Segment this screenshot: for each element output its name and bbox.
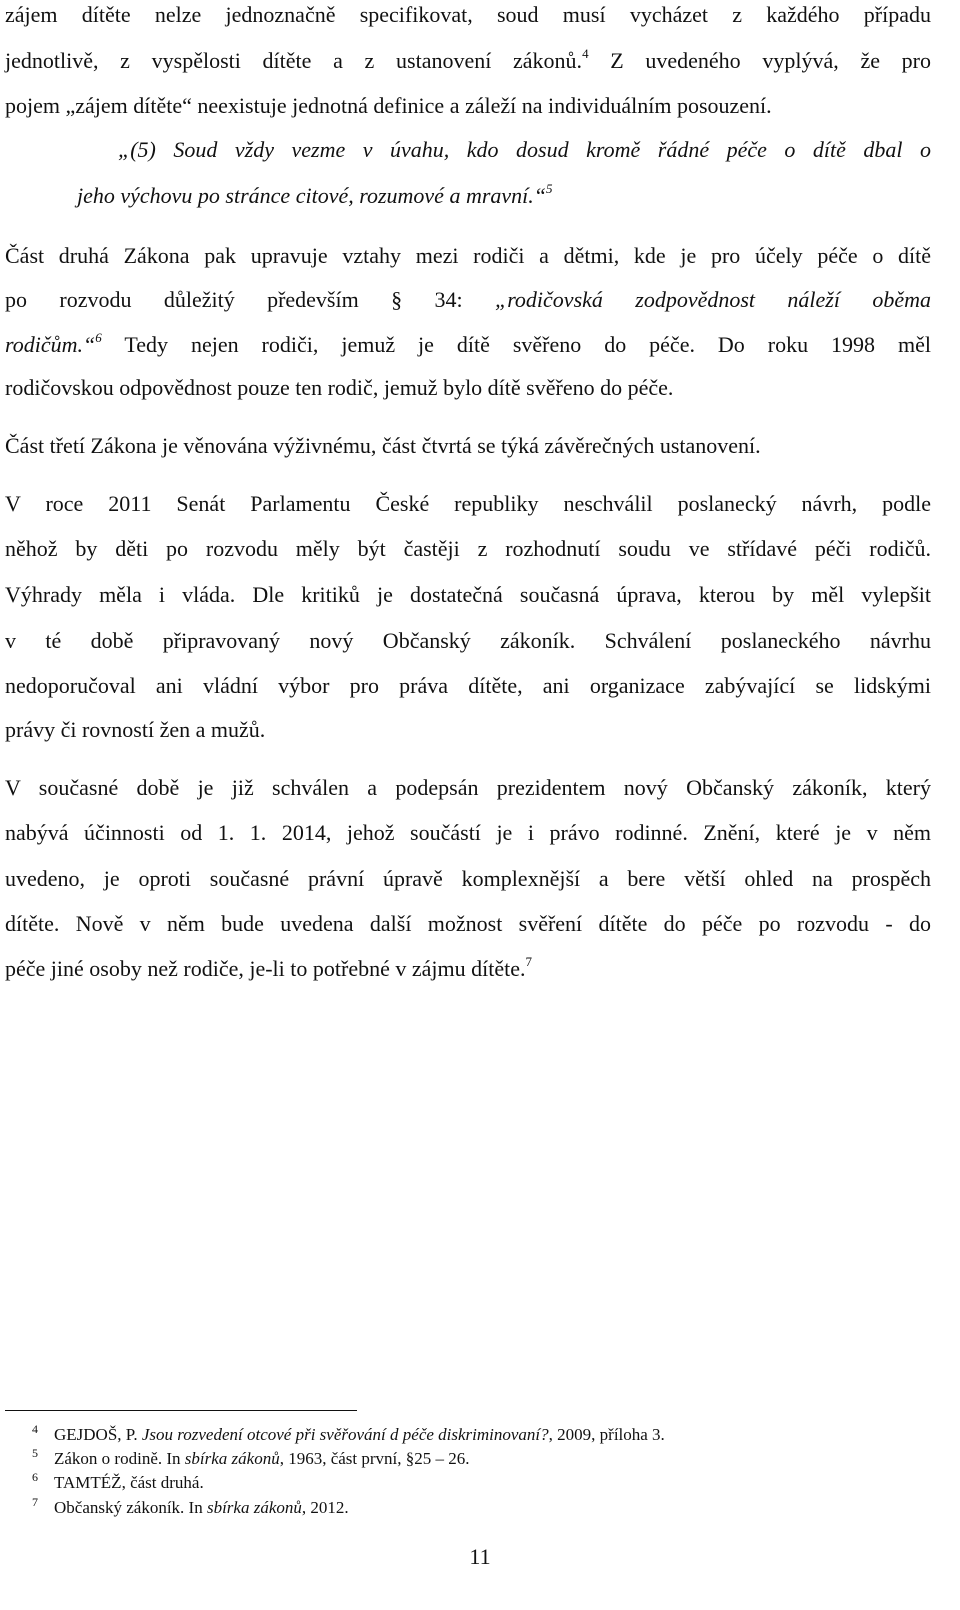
text-line: po rozvodu důležitý především § 34: „rodičovská zodpovědnost náleží oběma	[5, 287, 931, 312]
footnote-ref: 7	[525, 953, 532, 969]
footnote: 6 TAMTÉŽ, část druhá.	[36, 1472, 204, 1494]
footnote: 5 Zákon o rodině. In sbírka zákonů, 1963, část první, §25 – 26.	[36, 1448, 470, 1470]
footnote: 4 GEJDOŠ, P. Jsou rozvedení otcové při svěřování d péče diskriminovaní?, 2009, příloha 3.	[36, 1424, 665, 1446]
text-line: pojem „zájem dítěte“ neexistuje jednotná definice a záleží na individuálním posouzení.	[5, 93, 772, 118]
footnote-number: 5	[32, 1446, 38, 1460]
footnote-separator	[5, 1410, 357, 1411]
text-line: V současné době je již schválen a podepsán prezidentem nový Občanský zákoník, který	[5, 775, 931, 800]
text-line: Výhrady měla i vláda. Dle kritiků je dostatečná současná úprava, kterou by měl vylepšit	[5, 582, 931, 607]
footnote-ref: 5	[546, 180, 553, 196]
text-line: Část druhá Zákona pak upravuje vztahy mezi rodiči a dětmi, kde je pro účely péče o dítě	[5, 243, 931, 268]
footnote-number: 4	[32, 1422, 38, 1436]
text-line: právy či rovností žen a mužů.	[5, 717, 266, 742]
text-line: péče jiné osoby než rodiče, je-li to potřebné v zájmu dítěte.$^7$	[5, 953, 532, 981]
text-line: uvedeno, je oproti současné právní úpravě komplexnější a bere větší ohled na prospěch	[5, 866, 931, 891]
legal-quote-line: „(5) Soud vždy vezme v úvahu, kdo dosud kromě řádné péče o dítě dbal o	[118, 137, 931, 162]
text-line: v té době připravovaný nový Občanský zákoník. Schválení poslaneckého návrhu	[5, 628, 931, 653]
text-line: něhož by děti po rozvodu měly být častěji z rozhodnutí soudu ve střídavé péči rodičů.	[5, 536, 931, 561]
page-number: 11	[469, 1544, 491, 1569]
text-line: dítěte. Nově v něm bude uvedena další možnost svěření dítěte do péče po rozvodu - do	[5, 911, 931, 936]
footnote: 7 Občanský zákoník. In sbírka zákonů, 2012.	[36, 1497, 349, 1519]
text-line: nabývá účinnosti od 1. 1. 2014, jehož součástí je i právo rodinné. Znění, které je v něm	[5, 820, 931, 845]
text-line: rodičům.“$^6$ Tedy nejen rodiči, jemuž je dítě svěřeno do péče. Do roku 1998 měl	[5, 329, 931, 357]
text-line: Část třetí Zákona je věnována výživnému, část čtvrtá se týká závěrečných ustanovení.	[5, 433, 761, 458]
text-line: V roce 2011 Senát Parlamentu České republiky neschválil poslanecký návrh, podle	[5, 491, 931, 516]
footnote-number: 6	[32, 1470, 38, 1484]
legal-quote-line: jeho výchovu po stránce citové, rozumové a mravní.“$^5$	[77, 180, 553, 208]
text-line: rodičovskou odpovědnost pouze ten rodič, jemuž bylo dítě svěřeno do péče.	[5, 375, 674, 400]
footnote-number: 7	[32, 1495, 38, 1509]
footnote-ref: 6	[95, 329, 102, 345]
text-line: jednotlivě, z vyspělosti dítěte a z ustanovení zákonů.$^4$ Z uvedeného vyplývá, že pro	[5, 45, 931, 73]
text-line: zájem dítěte nelze jednoznačně specifikovat, soud musí vycházet z každého případu	[5, 2, 931, 27]
text-line: nedoporučoval ani vládní výbor pro práva dítěte, ani organizace zabývající se lidskými	[5, 673, 931, 698]
footnote-ref: 4	[582, 45, 589, 61]
